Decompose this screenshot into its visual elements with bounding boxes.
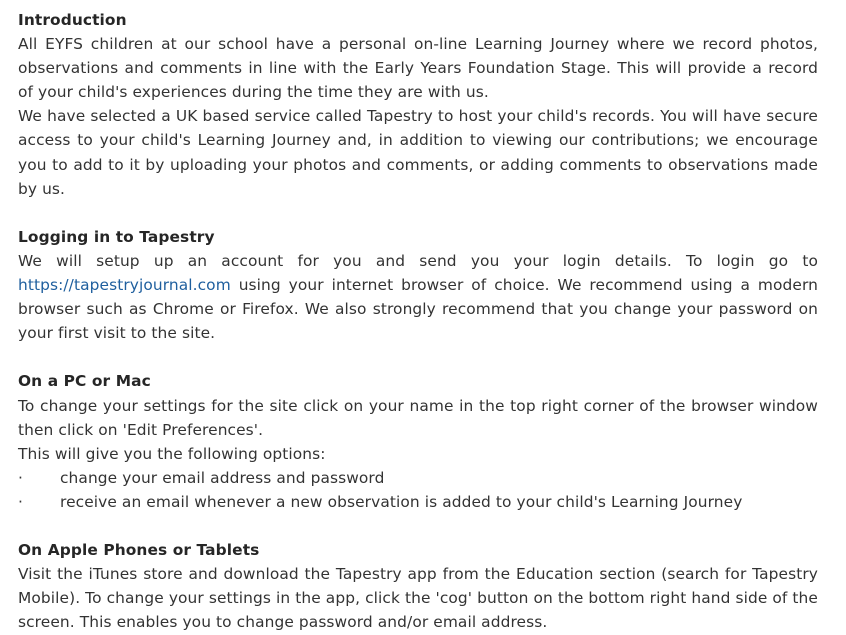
section-logging-in (18, 225, 818, 345)
document-content (18, 8, 818, 634)
section-apple-devices (18, 538, 818, 634)
logging-in-paragraph (18, 249, 818, 345)
section-spacer (18, 201, 818, 225)
list-item-text: change your email address and password (60, 468, 385, 487)
section-pc-or-mac (18, 369, 818, 514)
apple-devices-paragraph: Visit the iTunes store and download the Tapestry app from the Education section (search for Tapestry Mobile). To change your settings in the app, click the 'cog' button on the bottom right hand side of the screen. This enables you to change password and/or email address. (18, 565, 818, 632)
tapestry-journal-link[interactable]: https://tapestryjournal.com (18, 276, 231, 295)
logging-in-text-after-link: using your internet browser of choice. We recommend using a modern browser such as Chrome or Firefox. We also strongly recommend that you change your password on your first visit to the site. (18, 276, 818, 343)
introduction-heading: Introduction (18, 11, 127, 29)
introduction-paragraph-1: All EYFS children at our school have a personal on-line Learning Journey where we record photos, observations and comments in line with the Early Years Foundation Stage. This will provide a record of your child's experiences during the time they are with us. (18, 35, 818, 102)
list-item (18, 490, 818, 514)
list-item (18, 466, 818, 490)
list-item-text: receive an email whenever a new observation is added to your child's Learning Journey (60, 492, 743, 511)
bullet-mark: · (18, 492, 23, 511)
apple-devices-heading: On Apple Phones or Tablets (18, 541, 260, 560)
bullet-mark: · (18, 468, 23, 487)
logging-in-text-before-link: We will setup up an account for you and send you your login details. To login go to (18, 251, 818, 270)
pc-or-mac-heading: On a PC or Mac (18, 372, 151, 391)
logging-in-heading: Logging in to Tapestry (18, 227, 215, 246)
section-spacer (18, 514, 818, 538)
section-introduction (18, 8, 818, 201)
pc-or-mac-paragraph-1: To change your settings for the site click on your name in the top right corner of the browser window then click on 'Edit Preferences'. (18, 396, 818, 439)
introduction-paragraph-2: We have selected a UK based service called Tapestry to host your child's records. You will have secure access to your child's Learning Journey and, in addition to viewing our contributions; we encourage you to add to it by uploading your photos and comments, or adding comments to observations made by us. (18, 107, 818, 198)
pc-or-mac-paragraph-2: This will give you the following options: (18, 444, 326, 463)
section-spacer (18, 345, 818, 369)
